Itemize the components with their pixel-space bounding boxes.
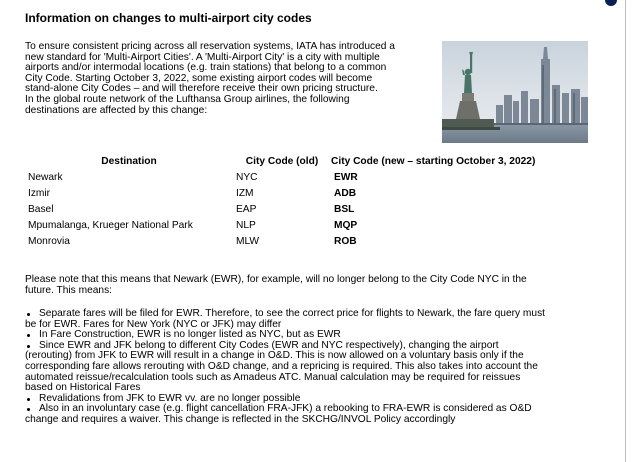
list-item-line: In Fare Construction, EWR is no longer listed as NYC, but as EWR <box>39 329 341 341</box>
intro-line: airports and/or intermodal locations (e.g. train stations) that belong to a common <box>25 62 387 74</box>
list-item-line: (rerouting) from JFK to EWR will result in a change in O&D. This is now allowed on a voluntary basis only if the <box>25 350 524 362</box>
intro-line: new standard for 'Multi-Airport Cities'. A 'Multi-Airport City' is a city with multiple <box>25 51 380 63</box>
list-item <box>25 404 545 425</box>
table-row <box>25 169 574 185</box>
destination-cell: Basel <box>28 203 54 215</box>
list-item <box>25 309 545 330</box>
intro-line: In the global route network of the Lufthansa Group airlines, the following <box>25 93 350 105</box>
intro-paragraph <box>25 42 430 116</box>
note-paragraph <box>25 275 527 296</box>
bullet-icon <box>27 398 30 401</box>
bullet-icon <box>27 408 30 411</box>
list-item-line: based on Historical Fares <box>25 382 141 394</box>
table-row <box>25 201 574 217</box>
new-code-cell: ADB <box>334 187 357 199</box>
column-header-old-code: City Code (old) <box>245 155 319 167</box>
list-item-line: corresponding fare allows rerouting with O&D change, and a repricing is required. This also takes into account the <box>25 360 538 372</box>
bullet-icon <box>27 345 30 348</box>
statue-of-liberty-photo <box>442 41 588 143</box>
old-code-cell: IZM <box>236 187 254 199</box>
old-code-cell: NYC <box>236 171 258 183</box>
destination-table <box>25 153 574 249</box>
note-line: Please note that this means that Newark (EWR), for example, will no longer belong to the City Code NYC in the <box>25 274 527 285</box>
new-code-cell: EWR <box>334 171 358 183</box>
destination-cell: Izmir <box>28 187 51 199</box>
new-code-cell: BSL <box>334 203 355 215</box>
note-line: future. This means: <box>25 284 113 296</box>
destination-cell: Monrovia <box>28 235 70 247</box>
new-code-cell: MQP <box>334 219 358 231</box>
old-code-cell: EAP <box>236 203 257 215</box>
intro-line: City Code. Starting October 3, 2022, some existing airport codes will become <box>25 72 373 84</box>
table-row <box>25 185 574 201</box>
list-item-line: Revalidations from JFK to EWR vv. are no longer possible <box>39 392 301 404</box>
table-header-row <box>25 153 574 169</box>
list-item-line: Also in an involuntary case (e.g. flight cancellation FRA-JFK) a rebooking to FRA-EWR is considered as O&D <box>39 403 532 415</box>
consequences-list <box>25 309 545 426</box>
column-header-destination: Destination <box>101 155 157 167</box>
bullet-icon <box>27 334 30 337</box>
list-item <box>25 341 545 394</box>
table-row <box>25 233 574 249</box>
column-header-new-code: City Code (new – starting October 3, 2022) <box>331 155 536 167</box>
old-code-cell: MLW <box>236 235 260 247</box>
list-item-line: be for EWR. Fares for New York (NYC or JFK) may differ <box>25 318 282 330</box>
list-item-line: automated reissue/recalculation tools such as Amadeus ATC. Manual calculation may be required for reissues <box>25 371 521 383</box>
intro-line: stand-alone City Codes – and will therefore receive their own pricing structure. <box>25 83 378 95</box>
destination-cell: Mpumalanga, Krueger National Park <box>28 219 193 231</box>
destination-cell: Newark <box>28 171 63 183</box>
intro-line: To ensure consistent pricing across all reservation systems, IATA has introduced a <box>25 41 395 52</box>
list-item-line: Since EWR and JFK belong to different City Codes (EWR and NYC respectively), changing the airport <box>39 339 499 351</box>
page-title: Information on changes to multi-airport city codes <box>25 11 312 25</box>
list-item-line: change and requires a waiver. This change is reflected in the SKCHG/INVOL Policy accordingly <box>25 413 456 425</box>
old-code-cell: NLP <box>236 219 256 231</box>
bullet-icon <box>27 313 30 316</box>
corner-indicator <box>605 0 617 6</box>
list-item-line: Separate fares will be filed for EWR. Therefore, to see the correct price for flights to Newark, the fare query must <box>39 308 546 319</box>
intro-line: destinations are affected by this change: <box>25 104 208 116</box>
table-row <box>25 217 574 233</box>
new-code-cell: ROB <box>334 235 357 247</box>
